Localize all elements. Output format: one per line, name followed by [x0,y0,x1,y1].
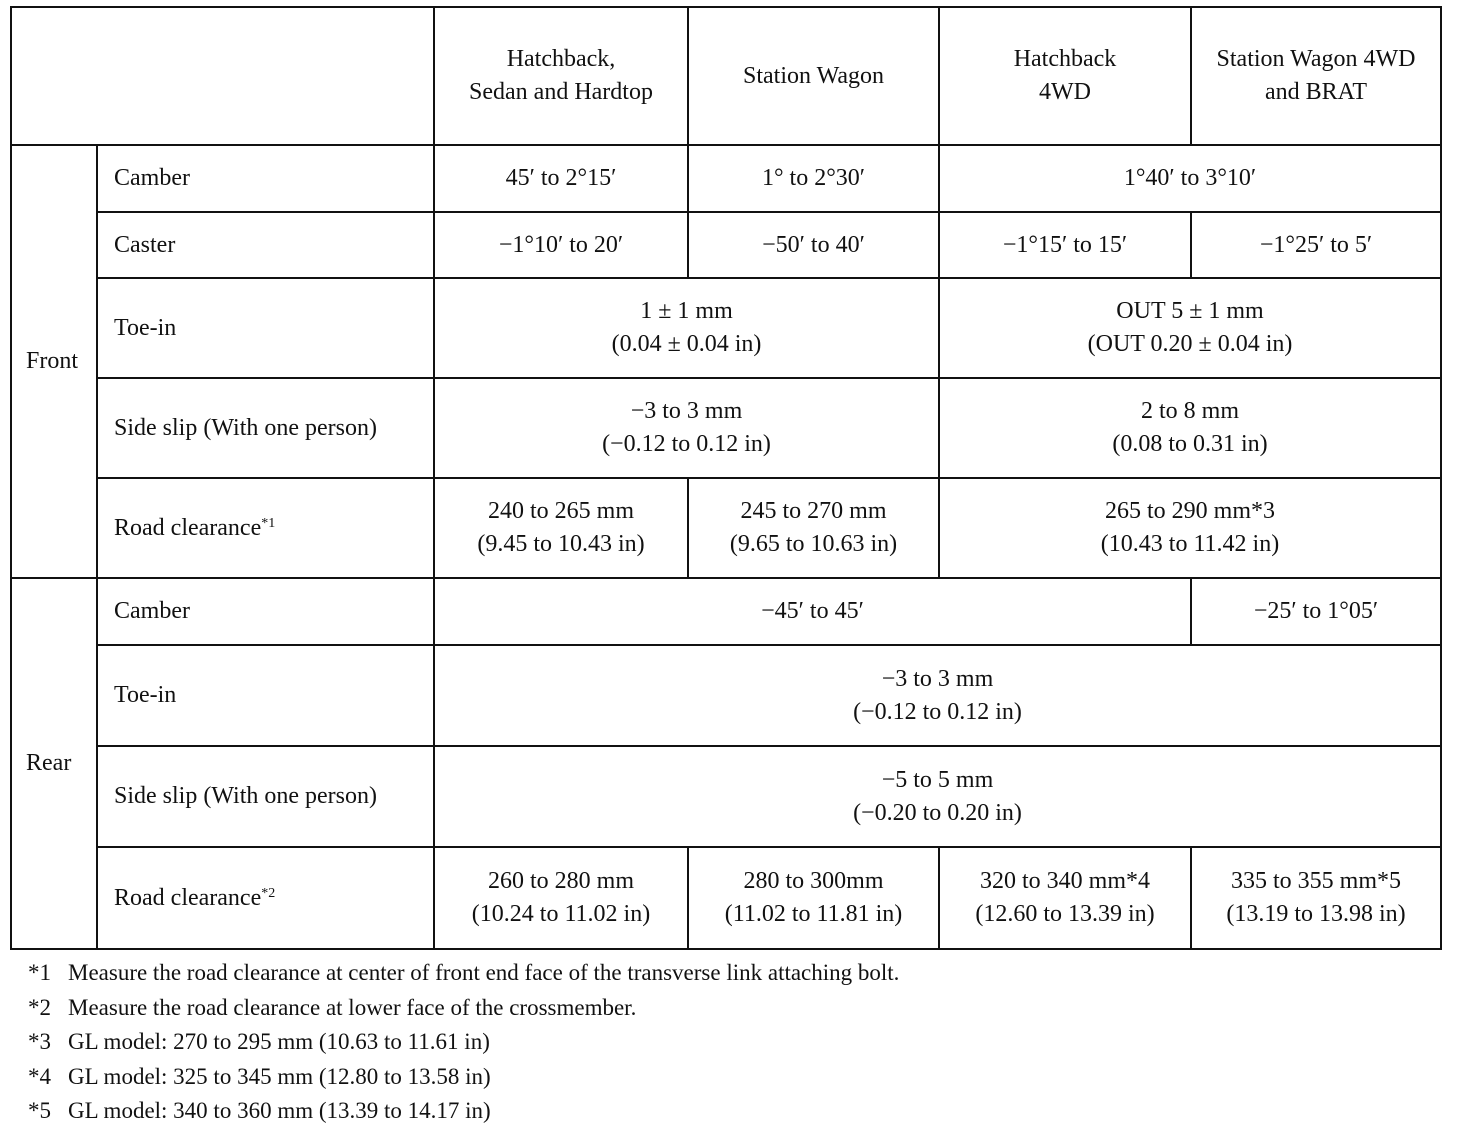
table-row [11,847,1441,949]
header-corner-cell [11,7,434,145]
table-row [11,478,1441,578]
header-row [11,7,1441,145]
table-row [11,746,1441,847]
front-caster-wagon: −50′ to 40′ [688,212,939,278]
front-road-clearance-wagon: 245 to 270 mm (9.65 to 10.63 in) [688,478,939,578]
rear-camber-label: Camber [97,578,434,645]
rear-camber-wagon-4wd: −25′ to 1°05′ [1191,578,1441,645]
front-caster-wagon-4wd: −1°25′ to 5′ [1191,212,1441,278]
table-row [11,145,1441,212]
rear-road-clearance-label: Road clearance$^{*2}$ [97,847,434,949]
front-side-slip-4wd: 2 to 8 mm (0.08 to 0.31 in) [939,378,1441,478]
footnote: *4 GL model: 325 to 345 mm (12.80 to 13.58 in) [28,1063,491,1089]
front-road-clearance-label: Road clearance$^{*1}$ [97,478,434,578]
rear-road-clearance-hatch-4wd: 320 to 340 mm*4 (12.60 to 13.39 in) [939,847,1191,949]
footnote: *5 GL model: 340 to 360 mm (13.39 to 14.17 in) [28,1098,491,1123]
table-row [11,278,1441,378]
front-road-clearance-4wd: 265 to 290 mm*3 (10.43 to 11.42 in) [939,478,1441,578]
front-side-slip-2wd: −3 to 3 mm (−0.12 to 0.12 in) [434,378,939,478]
front-camber-wagon: 1° to 2°30′ [688,145,939,212]
header-hatchback-4wd: Hatchback 4WD [939,7,1191,145]
header-station-wagon: Station Wagon [688,7,939,145]
table-row [11,378,1441,478]
front-caster-hatch-4wd: −1°15′ to 15′ [939,212,1191,278]
front-road-clearance-hatch-sedan: 240 to 265 mm (9.45 to 10.43 in) [434,478,688,578]
front-caster-hatch-sedan: −1°10′ to 20′ [434,212,688,278]
front-caster-label: Caster [97,212,434,278]
rear-toe-in-label: Toe-in [97,645,434,746]
rear-road-clearance-wagon-4wd: 335 to 355 mm*5 (13.19 to 13.98 in) [1191,847,1441,949]
rear-toe-in-all: −3 to 3 mm (−0.12 to 0.12 in) [434,645,1441,746]
rear-road-clearance-hatch-sedan: 260 to 280 mm (10.24 to 11.02 in) [434,847,688,949]
rear-group-label: Rear [11,578,97,949]
front-toe-in-2wd: 1 ± 1 mm (0.04 ± 0.04 in) [434,278,939,378]
rear-road-clearance-wagon: 280 to 300mm (11.02 to 11.81 in) [688,847,939,949]
rear-side-slip-label: Side slip (With one person) [97,746,434,847]
table-row [11,645,1441,746]
footnotes [28,956,899,1129]
front-side-slip-label: Side slip (With one person) [97,378,434,478]
table-row [11,578,1441,645]
footnote: *2 Measure the road clearance at lower face of the crossmember. [28,994,637,1020]
table-row [11,212,1441,278]
front-toe-in-label: Toe-in [97,278,434,378]
rear-camber-main: −45′ to 45′ [434,578,1191,645]
footnote-mark: *1 [261,515,276,531]
front-camber-4wd: 1°40′ to 3°10′ [939,145,1441,212]
front-camber-label: Camber [97,145,434,212]
rear-side-slip-all: −5 to 5 mm (−0.20 to 0.20 in) [434,746,1441,847]
footnote: *1 Measure the road clearance at center of front end face of the transverse link attaching bolt. [28,960,900,985]
front-group-label: Front [11,145,97,578]
alignment-spec-table [10,6,1442,950]
header-station-wagon-4wd-brat: Station Wagon 4WD and BRAT [1191,7,1441,145]
front-toe-in-4wd: OUT 5 ± 1 mm (OUT 0.20 ± 0.04 in) [939,278,1441,378]
footnote: *3 GL model: 270 to 295 mm (10.63 to 11.61 in) [28,1029,490,1054]
footnote-mark: *2 [261,885,276,901]
header-hatchback-sedan-hardtop: Hatchback, Sedan and Hardtop [434,7,688,145]
front-camber-hatch-sedan: 45′ to 2°15′ [434,145,688,212]
